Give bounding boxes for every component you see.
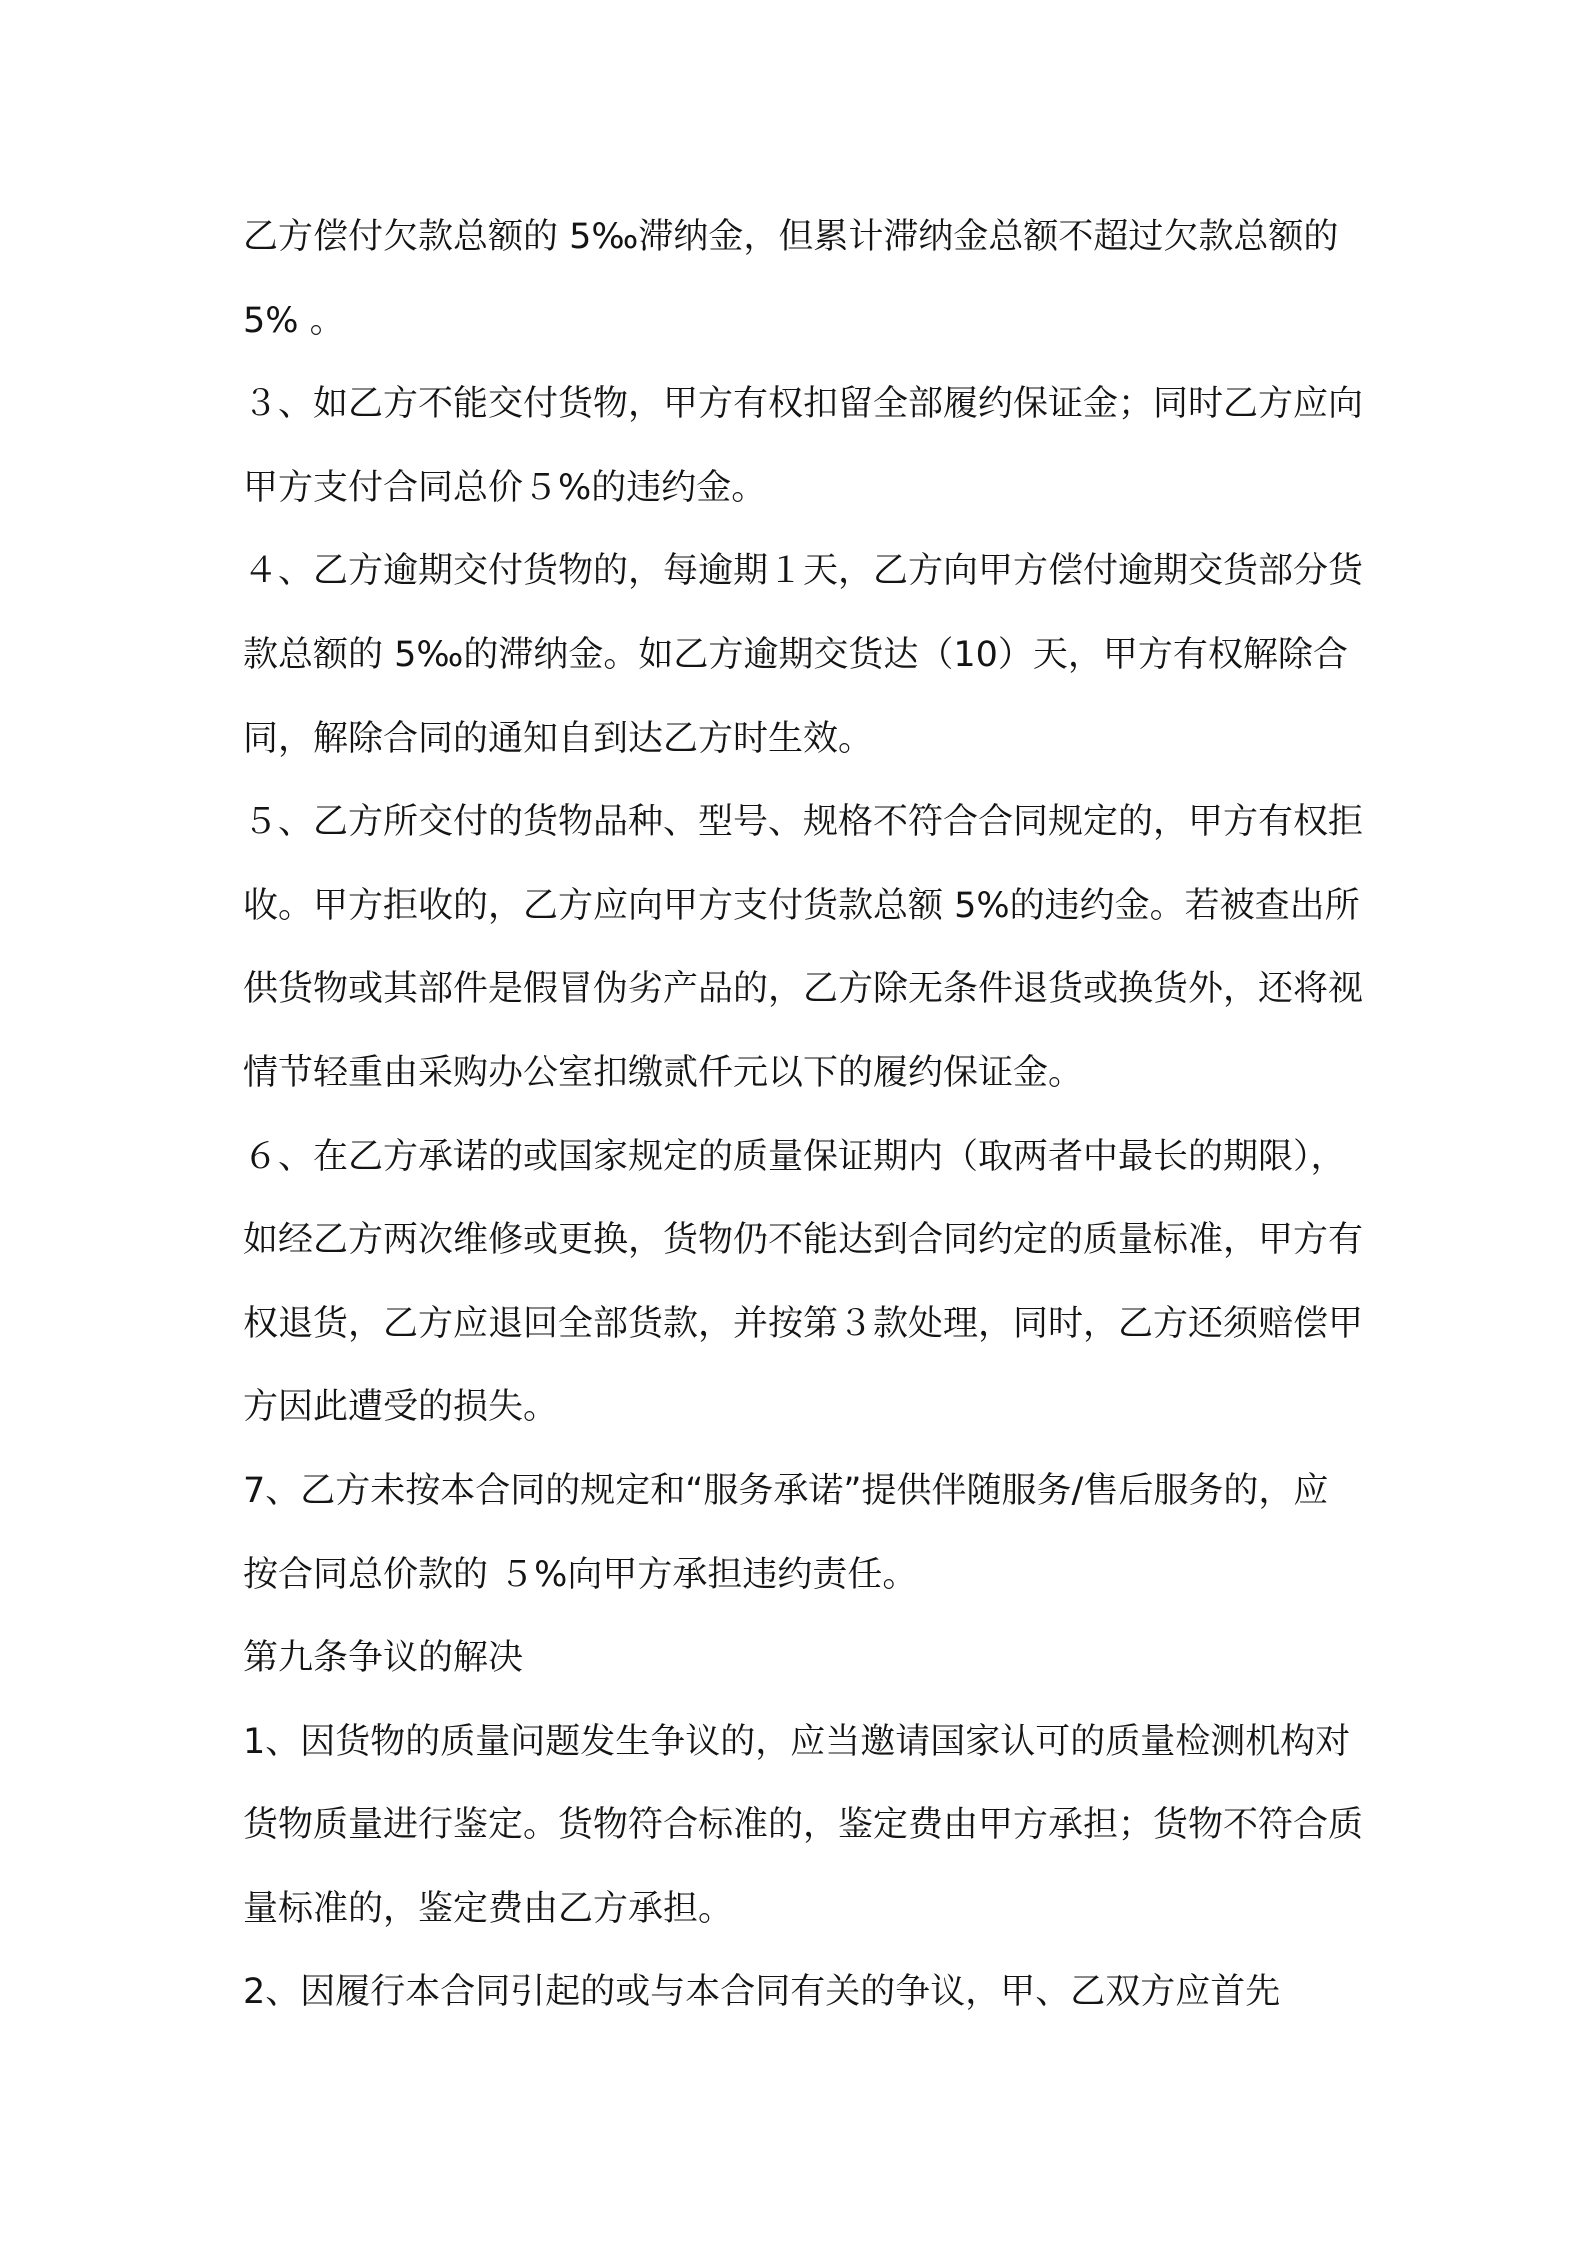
paragraph-late-fee-cap: 乙方偿付欠款总额的 5‰滞纳金，但累计滞纳金总额不超过欠款总额的 5% 。 [243,217,1350,341]
paragraph-clause-7: 7、乙方未按本合同的规定和“服务承诺”提供伴随服务/售后服务的，应按合同总价款的 ５%向甲方承担违约责任。 [243,1470,1329,1595]
paragraph-dispute-2: 2、因履行本合同引起的或与本合同有关的争议，甲、乙双方应首先 [243,1972,1281,2013]
section-heading-dispute: 第九条争议的解决 [243,1638,524,1679]
paragraph-clause-3: ３、如乙方不能交付货物，甲方有权扣留全部履约保证金；同时乙方应向甲方支付合同总价５%的违约金。 [243,384,1364,508]
paragraph-clause-6: ６、在乙方承诺的或国家规定的质量保证期内（取两者中最长的期限），如经乙方两次维修或更换，货物仍不能达到合同约定的质量标准，甲方有权退货，乙方应退回全部货款，并按第３款处理，同时，乙方还须赔偿甲方因此遭受的损失。 [243,1136,1364,1428]
paragraph-dispute-1: 1、因货物的质量问题发生争议的，应当邀请国家认可的质量检测机构对货物质量进行鉴定。货物符合标准的，鉴定费由甲方承担；货物不符合质量标准的，鉴定费由乙方承担。 [243,1721,1364,1929]
paragraph-clause-4: ４、乙方逾期交付货物的，每逾期１天，乙方向甲方偿付逾期交货部分货款总额的 5‰的滞纳金。如乙方逾期交货达（10）天，甲方有权解除合同，解除合同的通知自到达乙方时生效。 [243,551,1364,759]
document-body [243,196,1363,2035]
paragraph-clause-5: ５、乙方所交付的货物品种、型号、规格不符合合同规定的，甲方有权拒收。甲方拒收的，乙方应向甲方支付货款总额 5%的违约金。若被查出所供货物或其部件是假冒伪劣产品的，乙方除无条件退货或换货外，还将视情节轻重由采购办公室扣缴贰仟元以下的履约保证金。 [243,802,1364,1093]
